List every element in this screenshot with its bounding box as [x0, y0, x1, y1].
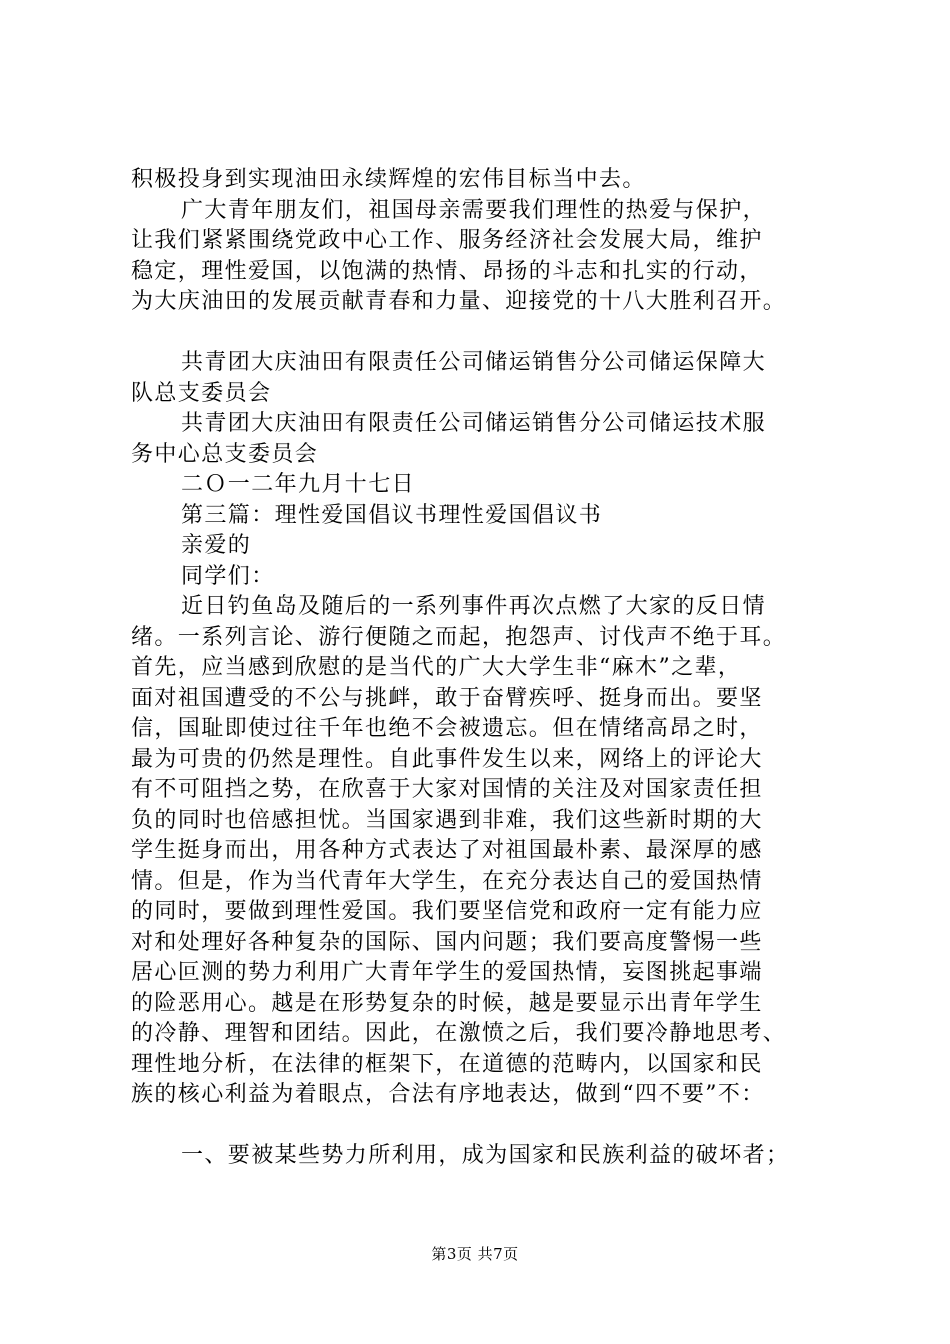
text-line: 有不可阻挡之势，在欣喜于大家对国情的关注及对国家责任担 [131, 777, 763, 802]
text-line: 共青团大庆油田有限责任公司储运销售分公司储运保障大 [181, 350, 767, 375]
text-line: 同学们： [181, 563, 275, 589]
text-line: 绪。一系列言论、游行便随之而起，抱怨声、讨伐声不绝于耳。 [131, 624, 787, 650]
paragraph [131, 531, 851, 562]
paragraph [131, 470, 851, 501]
text-line: 亲爱的 [181, 533, 252, 558]
text-line: 负的同时也倍感担忧。当国家遇到非难，我们这些新时期的大 [131, 807, 763, 833]
paragraph-gap [131, 1111, 851, 1142]
paragraph [131, 562, 851, 593]
page-footer: 第3页 共7页 [431, 1245, 519, 1263]
text-line: 第三篇：理性爱国倡议书理性爱国倡议书 [181, 502, 603, 528]
text-line: 情。但是，作为当代青年大学生，在充分表达自己的爱国热情 [131, 868, 763, 894]
text-line: 的冷静、理智和团结。因此，在激愤之后，我们要冷静地思考、 [131, 1021, 787, 1046]
text-line: 近日钓鱼岛及随后的一系列事件再次点燃了大家的反日情 [181, 594, 767, 619]
paragraph [131, 348, 851, 409]
paragraph-gap [131, 318, 851, 349]
text-line: 广大青年朋友们，祖国母亲需要我们理性的热爱与保护， [181, 197, 767, 223]
text-line: 面对祖国遭受的不公与挑衅，敢于奋臂疾呼、挺身而出。要坚 [131, 685, 763, 711]
text-line: 为大庆油田的发展贡献青春和力量、迎接党的十八大胜利召开。 [131, 289, 787, 314]
text-line: 最为可贵的仍然是理性。自此事件发生以来，网络上的评论大 [131, 746, 763, 772]
text-line: 对和处理好各种复杂的国际、国内问题；我们要高度警惕一些 [131, 929, 763, 955]
text-line: 学生挺身而出，用各种方式表达了对祖国最朴素、最深厚的感 [131, 838, 763, 863]
paragraph [131, 196, 851, 318]
text-line: 稳定，理性爱国，以饱满的热情、昂扬的斗志和扎实的行动， [131, 258, 763, 284]
text-line: 积极投身到实现油田永续辉煌的宏伟目标当中去。 [131, 167, 646, 192]
paragraph [131, 165, 851, 196]
text-line: 务中心总支委员会 [131, 441, 319, 467]
text-line: 信，国耻即使过往千年也绝不会被遗忘。但在情绪高昂之时， [131, 716, 763, 741]
text-line: 队总支委员会 [131, 380, 272, 406]
document-body [131, 165, 851, 1172]
paragraph [131, 409, 851, 470]
paragraph [131, 501, 851, 532]
text-line: 族的核心利益为着眼点，合法有序地表达，做到“四不要”不： [131, 1082, 765, 1107]
text-line: 让我们紧紧围绕党政中心工作、服务经济社会发展大局，维护 [131, 228, 763, 253]
text-line: 理性地分析，在法律的框架下，在道德的范畴内，以国家和民 [131, 1051, 763, 1077]
text-line: 居心叵测的势力利用广大青年学生的爱国热情，妄图挑起事端 [131, 960, 763, 985]
text-line: 一、要被某些势力所利用，成为国家和民族利益的破坏者； [181, 1143, 790, 1168]
text-line: 的险恶用心。越是在形势复杂的时候，越是要显示出青年学生 [131, 990, 763, 1016]
text-line: 的同时，要做到理性爱国。我们要坚信党和政府一定有能力应 [131, 899, 763, 924]
text-line: 首先，应当感到欣慰的是当代的广大大学生非“麻木”之辈， [131, 655, 742, 680]
text-line: 共青团大庆油田有限责任公司储运销售分公司储运技术服 [181, 411, 767, 436]
paragraph [131, 592, 851, 1111]
paragraph [131, 1141, 851, 1172]
text-line: 二Ｏ一二年九月十七日 [181, 472, 416, 497]
